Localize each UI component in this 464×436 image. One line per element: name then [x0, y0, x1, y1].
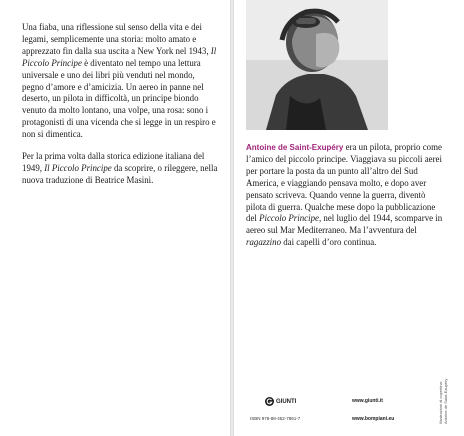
author-bio-text: [246, 142, 442, 247]
publisher-name: GIUNTI: [276, 399, 297, 406]
italic-title: Il Piccolo Principe: [22, 45, 217, 68]
giunti-logo: [265, 397, 274, 406]
blurb: [22, 22, 218, 197]
isbn: ISBN 978-88-452-7861-7: [250, 416, 301, 421]
website-giunti[interactable]: www.giunti.it: [352, 398, 383, 404]
italic-title: ragazzino: [246, 237, 282, 248]
aviator-portrait-photo: [246, 0, 388, 130]
left-page: [0, 0, 230, 436]
blurb-paragraph-2: [22, 151, 218, 187]
text-run: da scoprire, o rileggere, nella nuova traduzione di Beatrice Masini.: [22, 162, 218, 185]
text-run: dai capelli d’oro continua.: [281, 237, 377, 248]
text-run: Per la prima volta dalla storica edizione italiana del 1949,: [22, 151, 205, 173]
text-run: Una fiaba, una riflessione sul senso della vita e dei legami, semplicemente una storia: molto amato e apprezzato fin dalla sua uscita a New York nel 1943,: [22, 22, 211, 56]
blurb-paragraph-1: [22, 22, 218, 141]
italic-title: Piccolo Principe: [259, 213, 319, 224]
website-bompiani[interactable]: www.bompiani.eu: [352, 416, 395, 422]
text-run: è diventato nel tempo una lettura universale e uno dei libri più venduti nel mondo, pegno d’amore e d’amicizia. Un aereo in panne nel deserto, un pilota in difficoltà, un principe biondo venuto da molto lontano, una volpe, una rosa: sono i protagonisti di una vicenda che si legge in un respiro e non si dimentica.: [22, 57, 216, 140]
italic-title: Il Piccolo Principe: [44, 162, 112, 173]
illustration-credit: Illustrazioni di copertina: Antoine de Saint-Exupéry: [438, 378, 448, 424]
text-run: , nel luglio del 1944, scomparve in aereo sul Mar Mediterraneo. Ma l’avventura del: [246, 213, 443, 236]
author-name: Antoine de Saint-Exupéry: [246, 143, 344, 152]
author-bio: [246, 142, 446, 249]
publisher: [265, 397, 325, 406]
text-run: era un pilota, proprio come l’amico del piccolo principe. Viaggiava su piccoli aerei per portare la posta da un punto all’altro del Sud America, e viaggiando pensava molto, e dopo aver pensato scriveva. Quando venne la guerra, diventò pilota di guerra. Qualche mese dopo la pubblicazione del: [246, 142, 442, 224]
author-photo: [246, 0, 388, 130]
